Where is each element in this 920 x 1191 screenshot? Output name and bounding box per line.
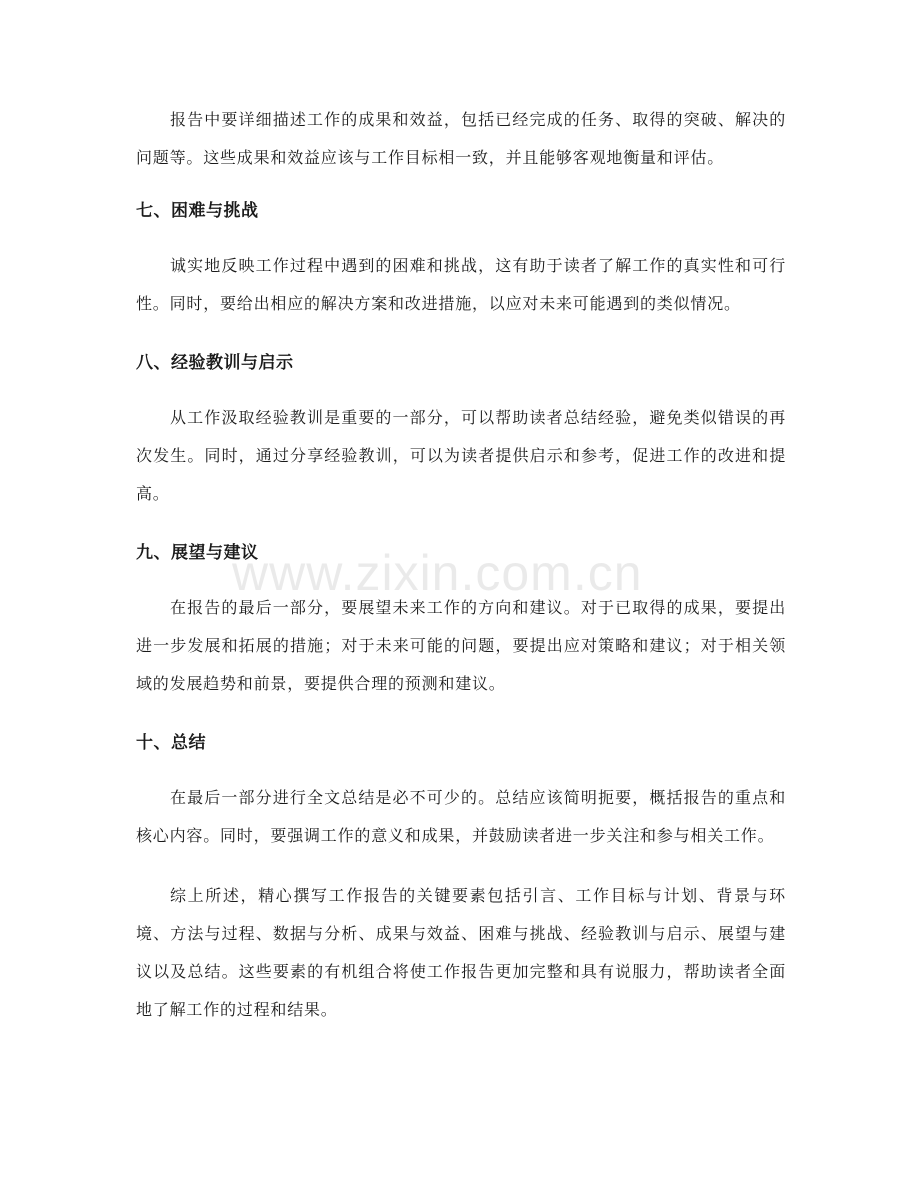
paragraph-outlook: 在报告的最后一部分，要展望未来工作的方向和建议。对于已取得的成果，要提出进一步发展和拓展的措施；对于未来可能的问题，要提出应对策略和建议；对于相关领域的发展趋势和前景，要提供合理的预测和建议。 [136, 598, 786, 693]
section-heading-difficulties: 七、困难与挑战 [136, 201, 259, 221]
paragraph-results: 报告中要详细描述工作的成果和效益，包括已经完成的任务、取得的突破、解决的问题等。这些成果和效益应该与工作目标相一致，并且能够客观地衡量和评估。 [136, 110, 786, 167]
section-heading-lessons: 八、经验教训与启示 [136, 353, 294, 373]
section-heading-outlook: 九、展望与建议 [136, 543, 259, 563]
section-heading-summary: 十、总结 [136, 733, 206, 753]
paragraph-summary: 在最后一部分进行全文总结是必不可少的。总结应该简明扼要，概括报告的重点和核心内容。同时，要强调工作的意义和成果，并鼓励读者进一步关注和参与相关工作。 [136, 788, 786, 845]
paragraph-lessons: 从工作汲取经验教训是重要的一部分，可以帮助读者总结经验，避免类似错误的再次发生。同时，通过分享经验教训，可以为读者提供启示和参考，促进工作的改进和提高。 [136, 408, 786, 503]
watermark: www.zixin.com.cn [232, 545, 643, 601]
document-body [136, 101, 786, 1051]
paragraph-difficulties: 诚实地反映工作过程中遇到的困难和挑战，这有助于读者了解工作的真实性和可行性。同时，要给出相应的解决方案和改进措施，以应对未来可能遇到的类似情况。 [136, 256, 786, 313]
paragraph-conclusion: 综上所述，精心撰写工作报告的关键要素包括引言、工作目标与计划、背景与环境、方法与过程、数据与分析、成果与效益、困难与挑战、经验教训与启示、展望与建议以及总结。这些要素的有机组合将使工作报告更加完整和具有说服力，帮助读者全面地了解工作的过程和结果。 [136, 886, 786, 1019]
